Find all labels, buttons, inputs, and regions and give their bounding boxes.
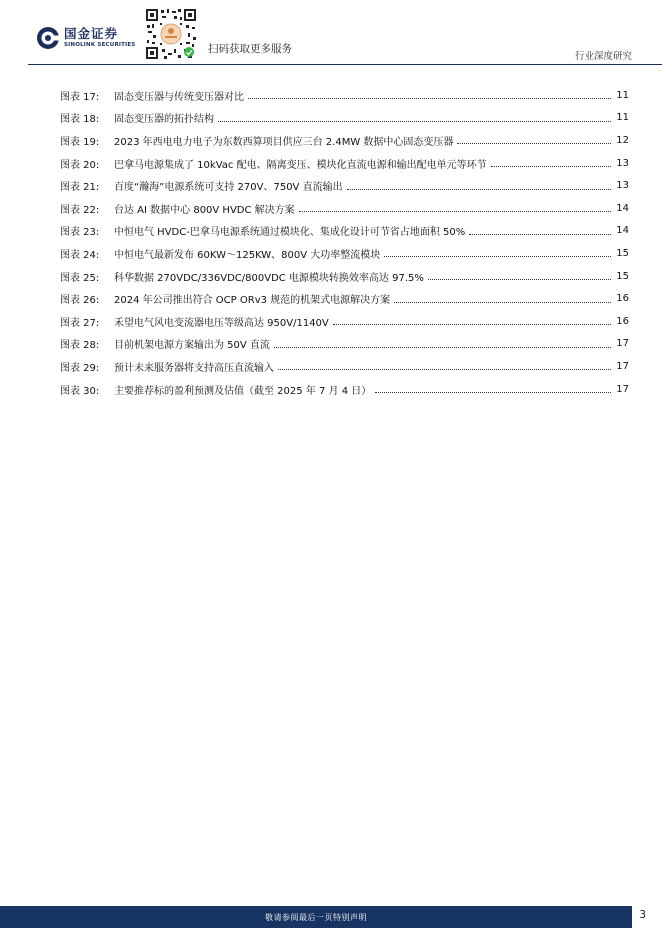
toc-entry[interactable]	[60, 174, 629, 197]
page-header	[0, 0, 662, 64]
toc-entry-page: 15	[616, 270, 629, 282]
toc-entry-label: 图表 21:	[60, 182, 100, 194]
toc-entry-page: 13	[616, 157, 629, 169]
toc-entry-title: 目前机架电源方案输出为 50V 直流	[114, 340, 270, 352]
toc-entry-label: 图表 26:	[60, 295, 100, 307]
scan-for-services-text: 扫码获取更多服务	[208, 43, 292, 55]
toc-entry-title: 主要推荐标的盈利预测及估值（截至 2025 年 7 月 4 日）	[114, 385, 372, 397]
toc-dot-leader	[333, 323, 611, 325]
toc-entry-page: 11	[616, 89, 629, 101]
toc-entry[interactable]	[60, 197, 629, 220]
toc-entry-title: 2024 年公司推出符合 OCP ORv3 规范的机架式电源解决方案	[114, 295, 391, 307]
toc-entry-page: 17	[616, 383, 629, 395]
toc-entry-page: 15	[616, 247, 629, 259]
sinolink-logo-icon	[36, 26, 60, 50]
toc-entry[interactable]	[60, 107, 629, 130]
toc-entry-label: 图表 19:	[60, 136, 100, 148]
toc-dot-leader	[457, 142, 611, 144]
toc-dot-leader	[394, 301, 611, 303]
toc-entry[interactable]	[60, 265, 629, 288]
page-number: 3	[639, 909, 646, 921]
toc-entry-title: 2023 年西电电力电子为东数西算项目供应三台 2.4MW 数据中心固态变压器	[114, 136, 454, 148]
toc-entry-page: 16	[616, 293, 629, 305]
footer-disclaimer: 敬请参阅最后一页特别声明	[265, 912, 367, 922]
toc-entry[interactable]	[60, 129, 629, 152]
toc-entry[interactable]	[60, 152, 629, 175]
toc-entry-label: 图表 20:	[60, 159, 100, 171]
toc-dot-leader	[274, 346, 611, 348]
qr-code-icon[interactable]	[144, 7, 198, 61]
company-logo	[36, 26, 135, 50]
toc-entry-title: 巴拿马电源集成了 10kVac 配电、隔离变压、模块化直流电源和输出配电单元等环节	[114, 159, 487, 171]
toc-dot-leader	[278, 368, 611, 370]
toc-entry-title: 中恒电气 HVDC-巴拿马电源系统通过模块化、集成化设计可节省占地面积 50%	[114, 227, 466, 239]
company-name-cn: 国金证券	[64, 26, 119, 41]
chart-index-list	[60, 84, 629, 400]
report-category-label: 行业深度研究	[574, 51, 632, 62]
toc-entry-label: 图表 23:	[60, 227, 100, 239]
toc-dot-leader	[428, 278, 611, 280]
toc-dot-leader	[375, 391, 611, 393]
toc-entry-page: 11	[616, 112, 629, 124]
toc-entry[interactable]	[60, 333, 629, 356]
toc-entry-label: 图表 18:	[60, 114, 100, 126]
toc-entry[interactable]	[60, 287, 629, 310]
toc-entry-label: 图表 30:	[60, 385, 100, 397]
toc-entry-page: 13	[616, 180, 629, 192]
toc-entry[interactable]	[60, 242, 629, 265]
toc-entry-label: 图表 28:	[60, 340, 100, 352]
toc-entry-title: 固态变压器的拓扑结构	[114, 114, 214, 126]
toc-entry-label: 图表 24:	[60, 249, 100, 261]
toc-entry-title: 禾望电气风电变流器电压等级高达 950V/1140V	[114, 317, 329, 329]
toc-dot-leader	[491, 165, 611, 167]
toc-dot-leader	[384, 255, 611, 257]
toc-entry-page: 12	[616, 134, 629, 146]
toc-entry-page: 14	[616, 202, 629, 214]
toc-entry-label: 图表 29:	[60, 362, 100, 374]
toc-entry[interactable]	[60, 220, 629, 243]
toc-entry-page: 16	[616, 315, 629, 327]
toc-entry[interactable]	[60, 310, 629, 333]
toc-entry-title: 百度“瀚海”电源系统可支持 270V、750V 直流输出	[114, 182, 343, 194]
company-name-en: SINOLINK SECURITIES	[64, 41, 136, 48]
header-divider	[28, 64, 662, 65]
toc-dot-leader	[248, 97, 611, 99]
toc-dot-leader	[218, 120, 611, 122]
footer-bar	[0, 906, 632, 928]
toc-entry-page: 17	[616, 338, 629, 350]
toc-entry-title: 台达 AI 数据中心 800V HVDC 解决方案	[114, 204, 295, 216]
toc-entry-title: 中恒电气最新发布 60KW～125KW、800V 大功率整流模块	[114, 249, 381, 261]
toc-dot-leader	[299, 210, 611, 212]
toc-entry-page: 17	[616, 360, 629, 372]
toc-dot-leader	[347, 188, 611, 190]
toc-entry-title: 固态变压器与传统变压器对比	[114, 91, 244, 103]
toc-entry[interactable]	[60, 84, 629, 107]
toc-entry-label: 图表 22:	[60, 204, 100, 216]
toc-entry[interactable]	[60, 378, 629, 401]
toc-entry-label: 图表 25:	[60, 272, 100, 284]
toc-entry-label: 图表 27:	[60, 317, 100, 329]
toc-entry-label: 图表 17:	[60, 91, 100, 103]
toc-entry-page: 14	[616, 225, 629, 237]
toc-entry-title: 预计未来服务器将支持高压直流输入	[114, 362, 274, 374]
toc-dot-leader	[469, 233, 611, 235]
toc-entry[interactable]	[60, 355, 629, 378]
toc-entry-title: 科华数据 270VDC/336VDC/800VDC 电源模块转换效率高达 97.5%	[114, 272, 424, 284]
